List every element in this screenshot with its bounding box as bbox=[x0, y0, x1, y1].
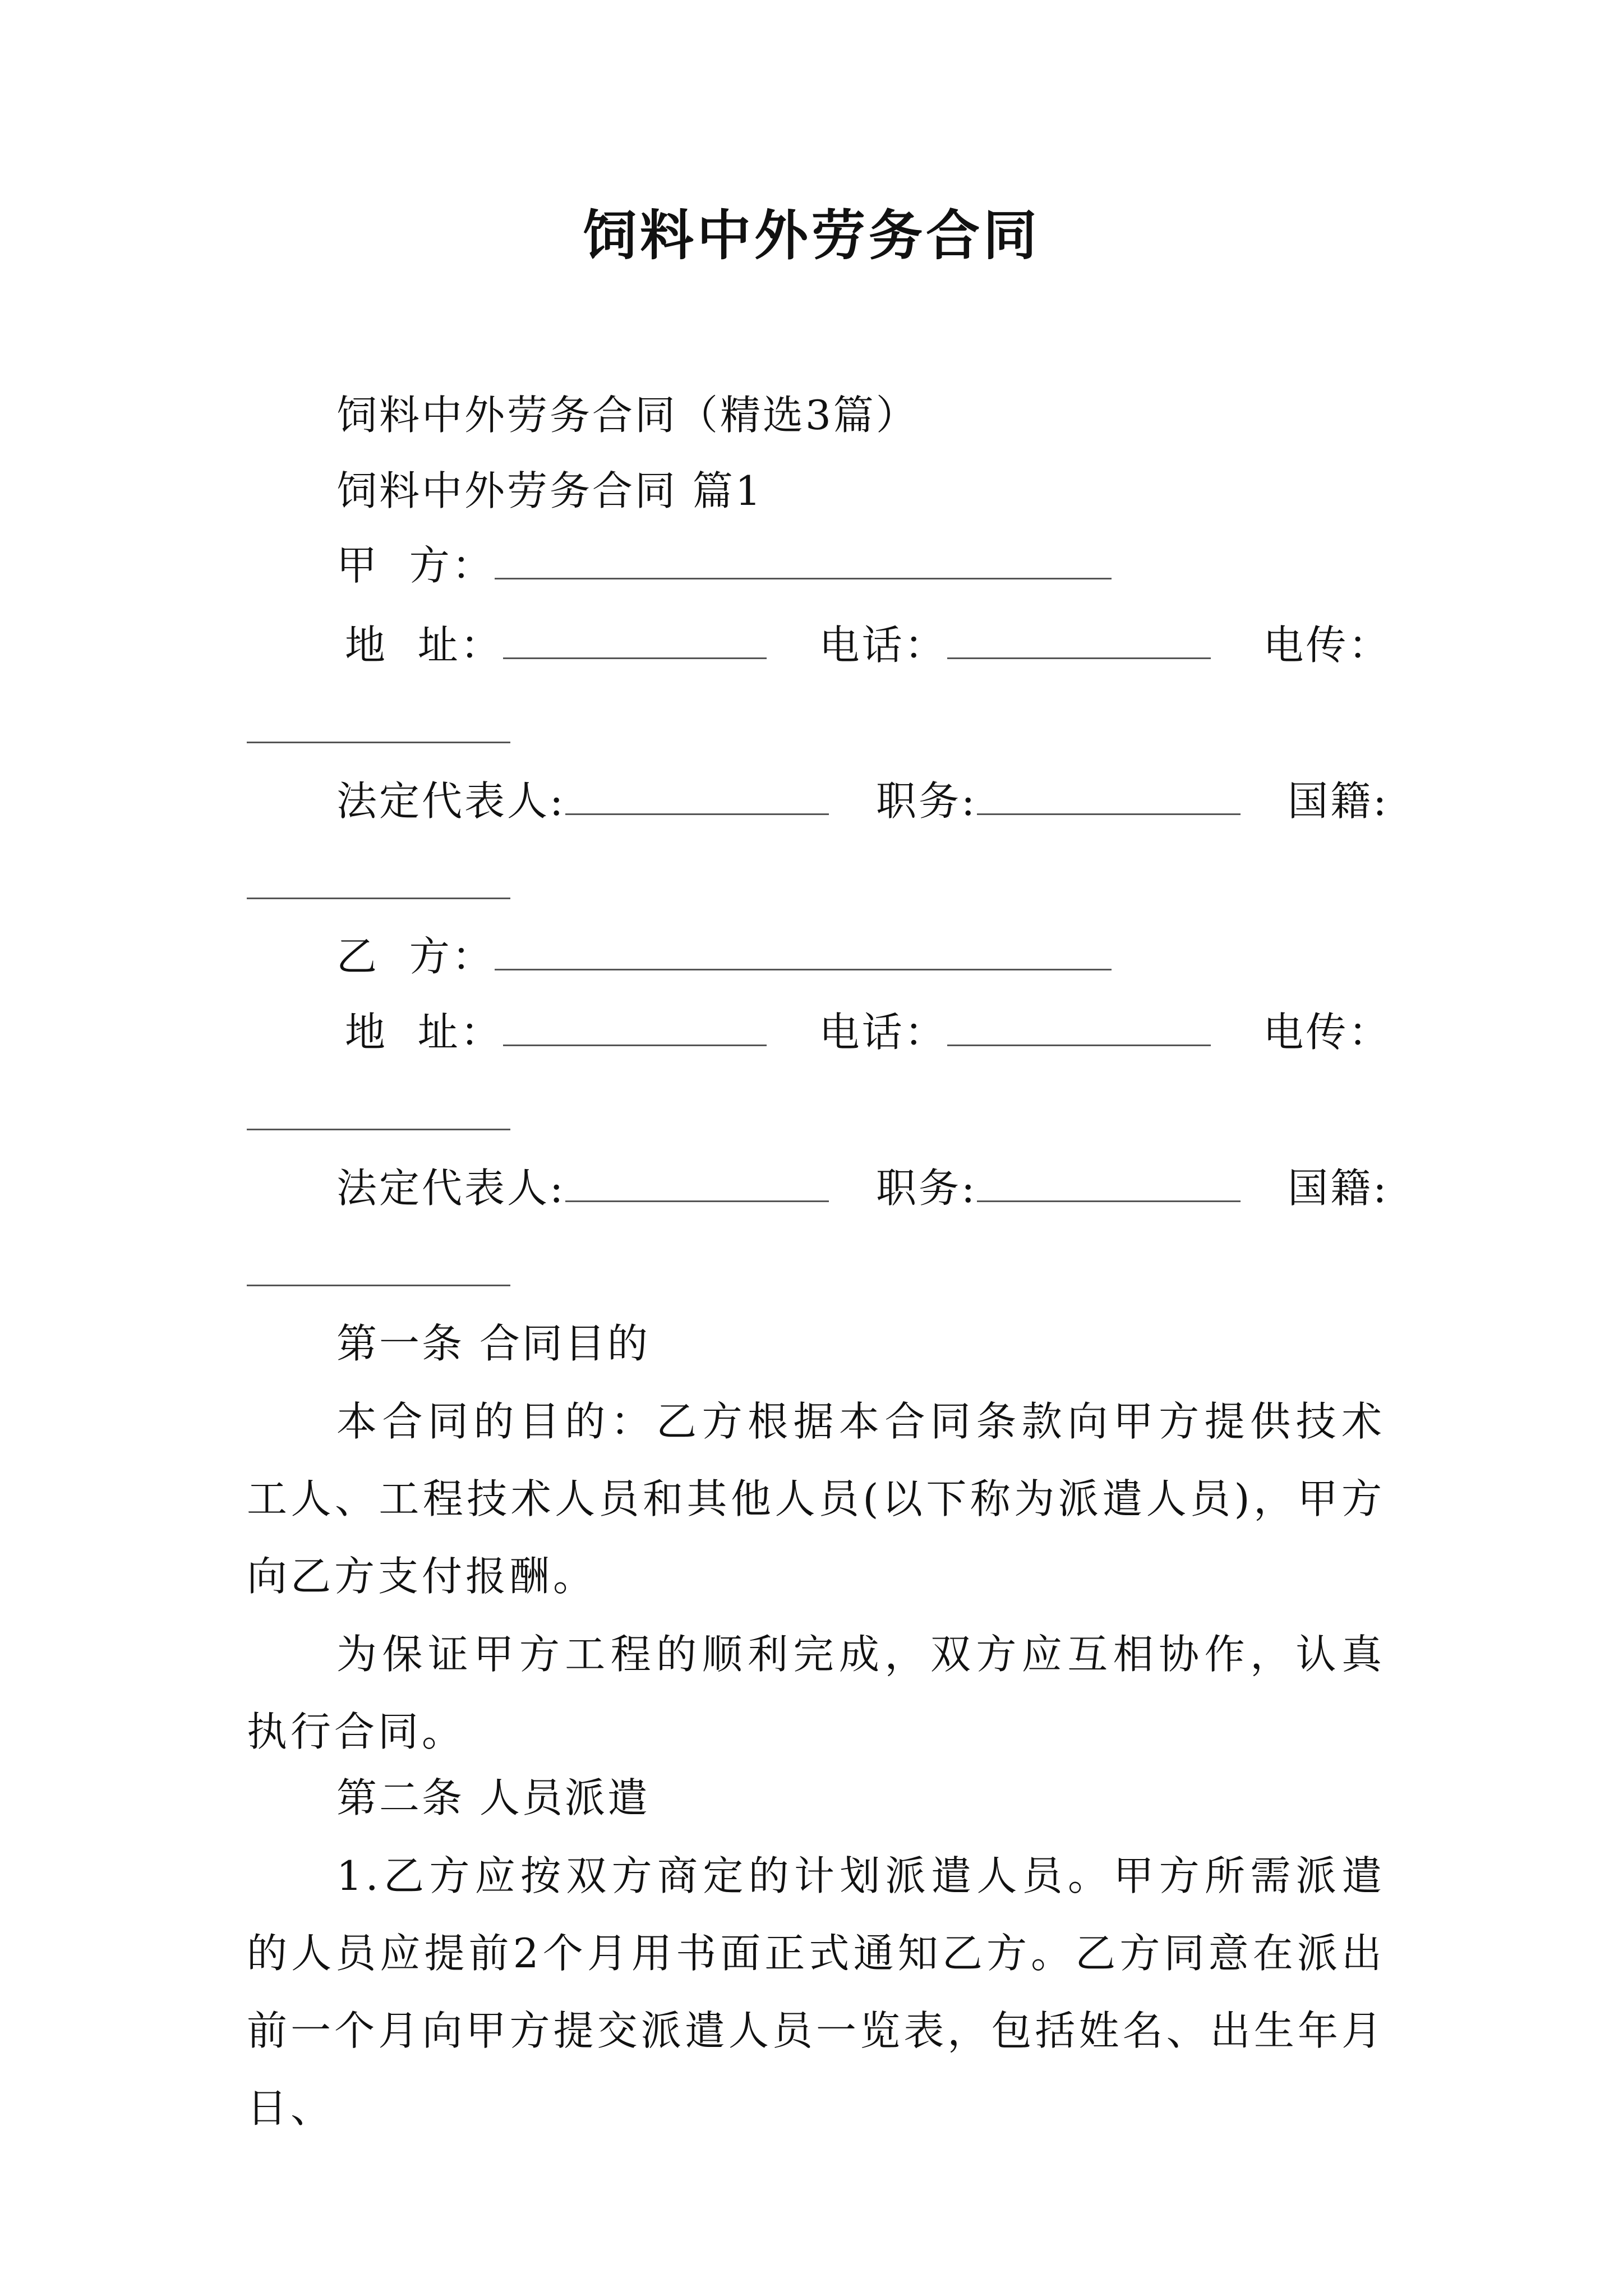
party-a-phone-label: 电话： bbox=[819, 622, 947, 669]
party-b-rep-label: 法定代表人: bbox=[336, 1165, 566, 1212]
contract-subtitle: 饲料中外劳务合同（精选3篇） bbox=[336, 392, 919, 439]
party-b-address-label: 地 址： bbox=[345, 1009, 503, 1056]
party-a-position-label: 职务: bbox=[876, 777, 978, 825]
party-a-name-field[interactable] bbox=[495, 544, 1112, 579]
party-a-label: 甲 方： bbox=[336, 542, 495, 589]
party-a-line bbox=[336, 537, 1112, 593]
party-a-contact-line bbox=[345, 617, 1391, 673]
party-a-rep-label: 法定代表人: bbox=[336, 777, 566, 825]
party-b-rep-field[interactable] bbox=[565, 1167, 829, 1202]
party-a-rep-field[interactable] bbox=[565, 780, 829, 815]
party-a-position-field[interactable] bbox=[977, 780, 1241, 815]
party-b-address-field[interactable] bbox=[503, 1011, 767, 1046]
party-a-address-field[interactable] bbox=[503, 624, 767, 659]
party-b-contact-line bbox=[345, 1004, 1391, 1060]
party-b-fax-field[interactable] bbox=[247, 1129, 510, 1130]
party-b-position-label: 职务: bbox=[876, 1165, 978, 1212]
party-a-address-label: 地 址： bbox=[345, 622, 503, 669]
party-a-nationality-field[interactable] bbox=[247, 898, 510, 899]
party-a-nationality-label: 国籍: bbox=[1288, 777, 1389, 825]
party-b-rep-line bbox=[336, 1160, 1389, 1216]
party-b-position-field[interactable] bbox=[977, 1167, 1241, 1202]
article-1-paragraph-1: 本合同的目的：乙方根据本合同条款向甲方提供技术工人、工程技术人员和其他人员(以下称为派遣人员)，甲方向乙方支付报酬。 bbox=[247, 1398, 1385, 1600]
article-2-paragraph-1: 1.乙方应按双方商定的计划派遣人员。甲方所需派遣的人员应提前2个月用书面正式通知乙方。乙方同意在派出前一个月向甲方提交派遣人员一览表，包括姓名、出生年月日、 bbox=[247, 1852, 1385, 2132]
party-b-name-field[interactable] bbox=[495, 935, 1112, 970]
party-b-nationality-label: 国籍: bbox=[1288, 1165, 1389, 1212]
article-1-paragraph-2: 为保证甲方工程的顺利完成，双方应互相协作，认真执行合同。 bbox=[247, 1631, 1385, 1755]
party-b-label: 乙 方： bbox=[336, 933, 495, 980]
document-title: 饲料中外劳务合同 bbox=[583, 204, 1040, 267]
party-b-fax-label: 电传： bbox=[1263, 1009, 1391, 1056]
section-heading: 饲料中外劳务合同 篇1 bbox=[336, 467, 763, 514]
party-b-phone-field[interactable] bbox=[947, 1011, 1211, 1046]
article-1-heading: 第一条 合同目的 bbox=[336, 1320, 650, 1367]
party-b-nationality-field[interactable] bbox=[247, 1285, 510, 1286]
article-2-heading: 第二条 人员派遣 bbox=[336, 1774, 650, 1821]
party-a-fax-field[interactable] bbox=[247, 742, 510, 743]
party-a-phone-field[interactable] bbox=[947, 624, 1211, 659]
party-a-fax-label: 电传： bbox=[1263, 622, 1391, 669]
party-b-phone-label: 电话： bbox=[819, 1009, 947, 1056]
party-a-rep-line bbox=[336, 773, 1389, 829]
party-b-line bbox=[336, 928, 1112, 984]
